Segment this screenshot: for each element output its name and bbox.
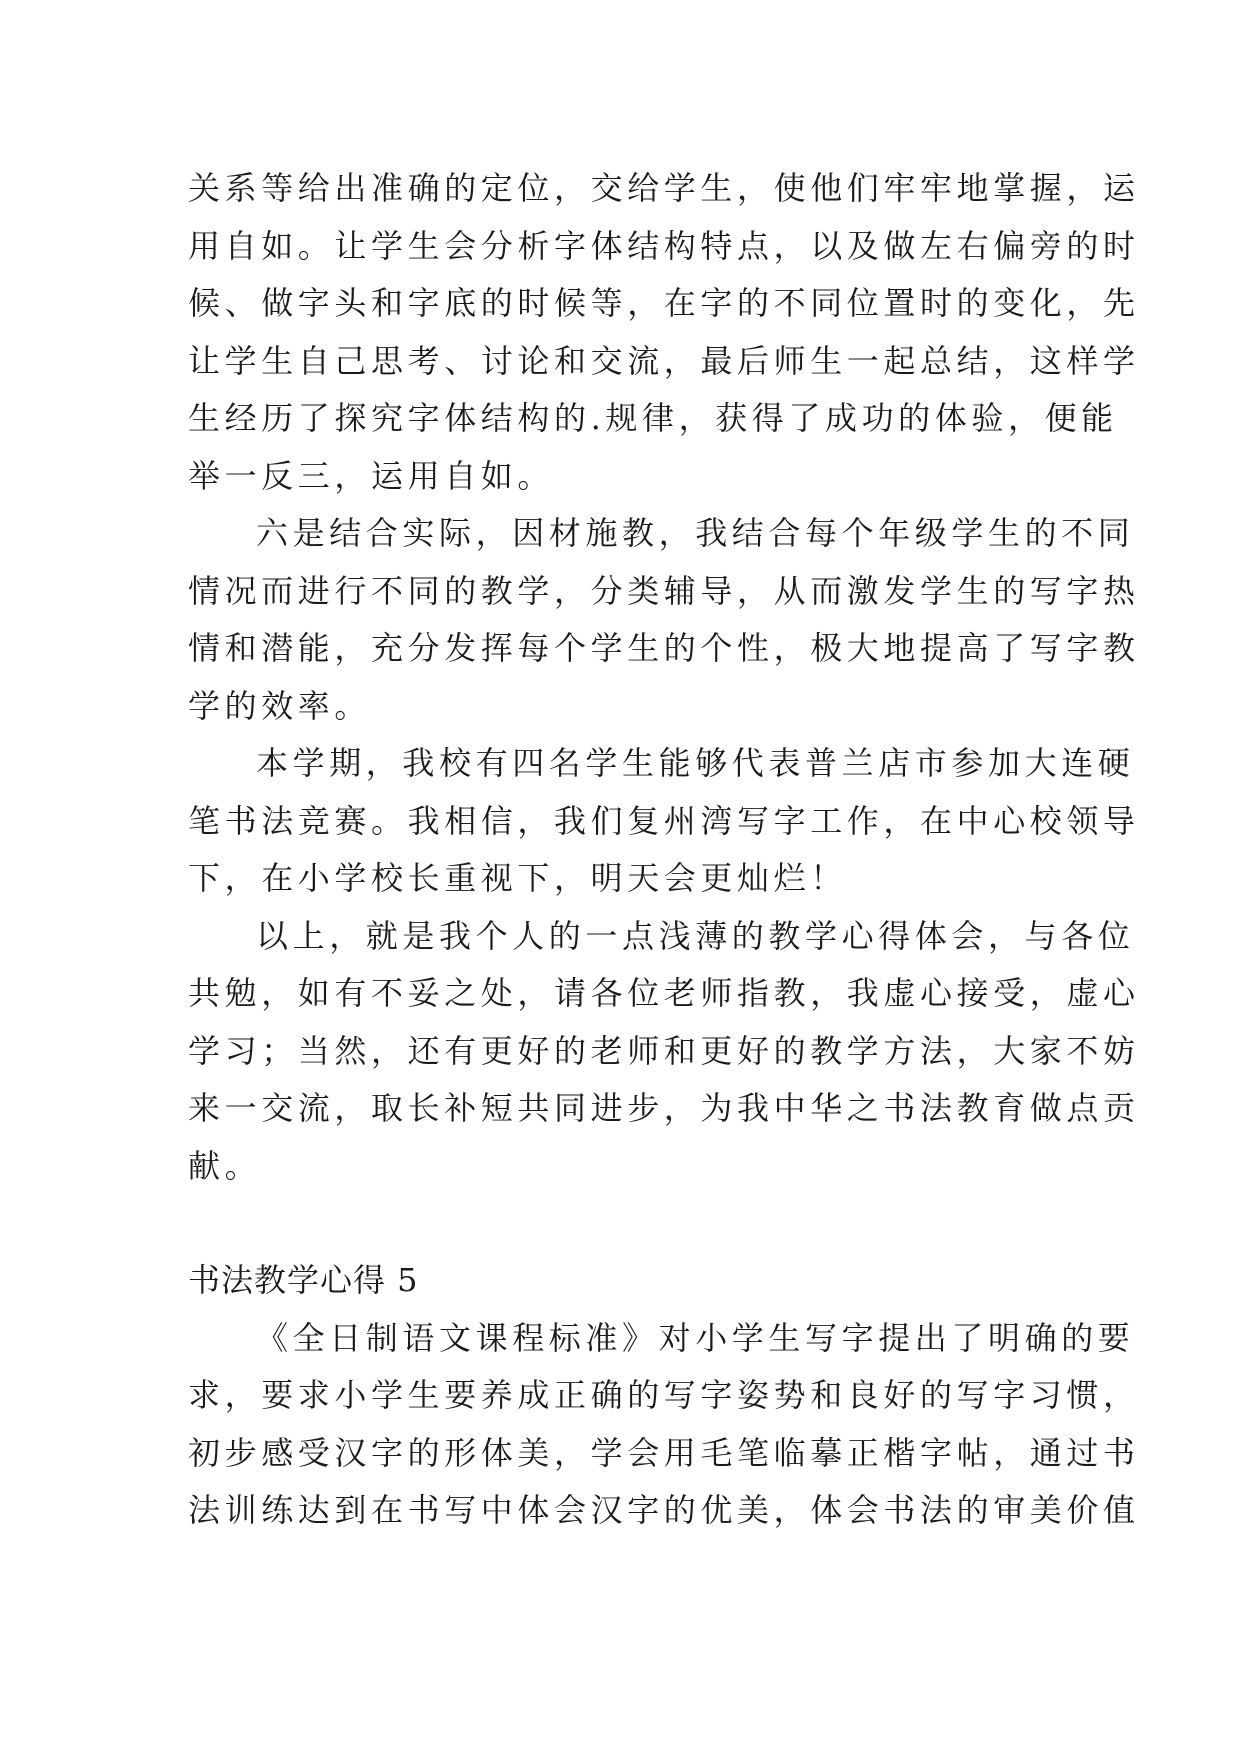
text-line: 献。: [188, 1146, 262, 1185]
text-line: 用自如。让学生会分析字体结构特点，以及做左右偏旁的时: [188, 226, 1140, 265]
paragraph: [188, 1310, 1140, 1540]
text-line: 本学期，我校有四名学生能够代表普兰店市参加大连硬: [256, 744, 1135, 782]
text-line: 情况而进行不同的教学，分类辅导，从而激发学生的写字热: [188, 571, 1140, 610]
section-heading: 书法教学心得 5: [188, 1261, 419, 1299]
paragraph: [188, 735, 1140, 908]
text-line: 情和潜能，充分发挥每个学生的个性，极大地提高了写字教: [188, 629, 1140, 667]
paragraph: [188, 160, 1140, 505]
text-line: 共勉，如有不妥之处，请各位老师指教，我虚心接受，虚心: [188, 974, 1140, 1012]
text-line: 学的效率。: [188, 686, 372, 725]
text-line: 求，要求小学生要养成正确的写字姿势和良好的写字习惯，: [188, 1376, 1140, 1414]
text-line: 下，在小学校长重视下，明天会更灿烂！: [188, 859, 847, 897]
text-line: 来一交流，取长补短共同进步，为我中华之书法教育做点贡: [188, 1089, 1140, 1127]
text-line: 法训练达到在书写中体会汉字的优美，体会书法的审美价值: [188, 1491, 1140, 1529]
text-line: 关系等给出准确的定位，交给学生，使他们牢牢地掌握，运: [188, 169, 1140, 207]
text-line: 以上，就是我个人的一点浅薄的教学心得体会，与各位: [256, 916, 1135, 955]
text-line: 笔书法竞赛。我相信，我们复州湾写字工作，在中心校领导: [188, 801, 1140, 840]
text-line: 初步感受汉字的形体美，学会用毛笔临摹正楷字帖，通过书: [188, 1433, 1140, 1472]
text-line: 《全日制语文课程标准》对小学生写字提出了明确的要: [256, 1318, 1135, 1357]
text-line: 六是结合实际，因材施教，我结合每个年级学生的不同: [256, 514, 1135, 552]
text-line: 生经历了探究字体结构的.规律，获得了成功的体验，便能: [188, 399, 1118, 437]
text-line: 候、做字头和字底的时候等，在字的不同位置时的变化，先: [188, 284, 1140, 322]
text-line: 让学生自己思考、讨论和交流，最后师生一起总结，这样学: [188, 341, 1140, 380]
text-line: 举一反三，运用自如。: [188, 456, 555, 495]
paragraph: [188, 505, 1140, 735]
paragraph: [188, 908, 1140, 1196]
document-body: [188, 160, 1140, 1540]
text-line: 学习；当然，还有更好的老师和更好的教学方法，大家不妨: [188, 1031, 1140, 1070]
